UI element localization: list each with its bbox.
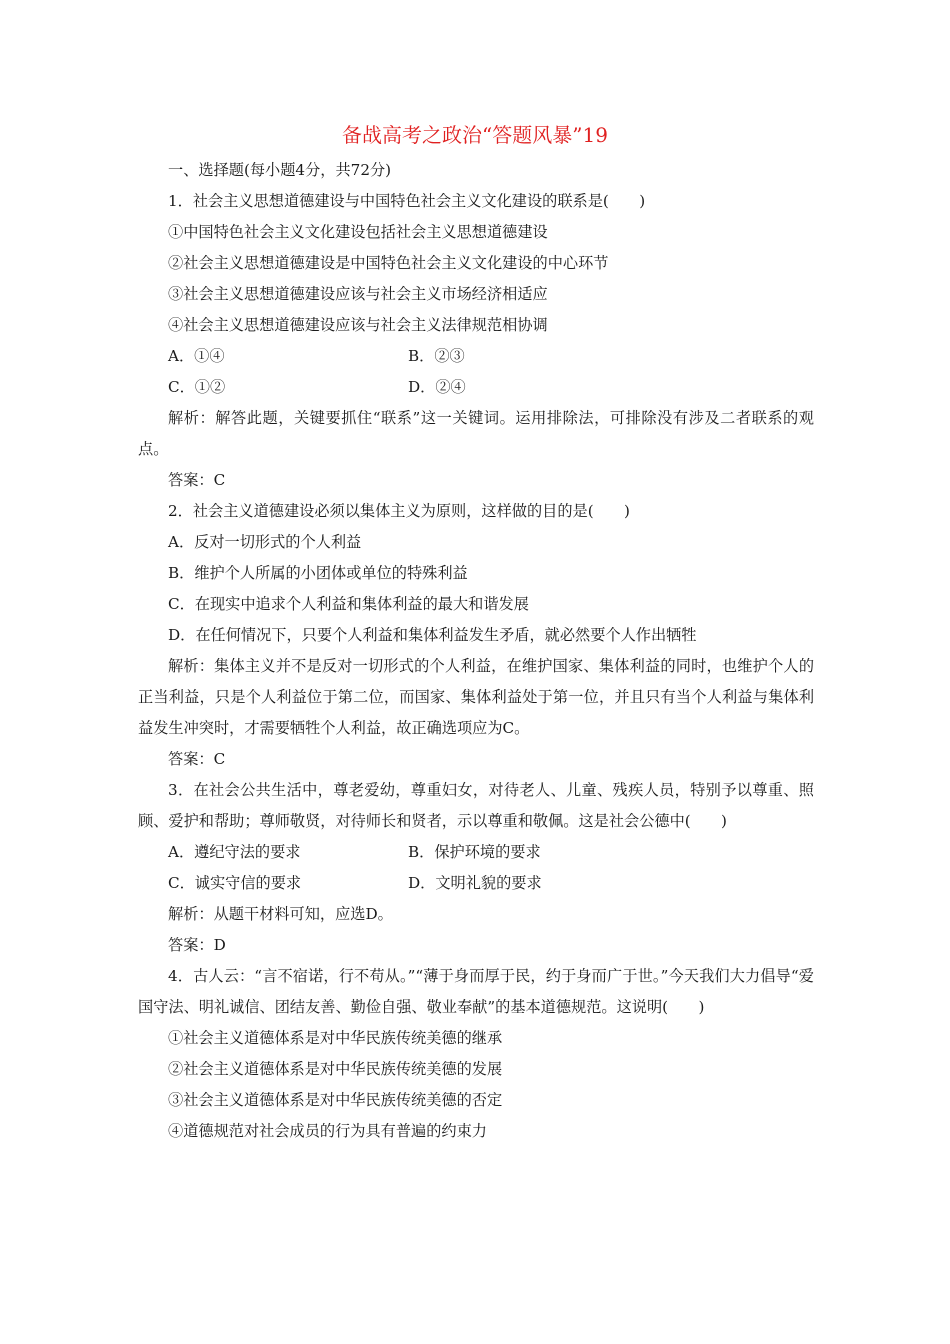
question-3-options-row-2 xyxy=(138,868,814,899)
question-1-options-row-1 xyxy=(138,341,814,372)
question-2-answer: 答案：C xyxy=(168,750,226,768)
question-4-statement-1: ①社会主义道德体系是对中华民族传统美德的继承 xyxy=(168,1029,503,1047)
question-1-analysis: 解析：解答此题，关键要抓住“联系”这一关键词。运用排除法，可排除没有涉及二者联系的观点。 xyxy=(138,409,814,458)
document-body xyxy=(138,155,814,1147)
question-2-stem: 2．社会主义道德建设必须以集体主义为原则，这样做的目的是( ) xyxy=(168,502,630,520)
question-1-option-b: B．②③ xyxy=(408,347,465,365)
document-title: 备战高考之政治“答题风暴”19 xyxy=(342,123,608,147)
question-3-answer: 答案：D xyxy=(168,936,226,954)
question-3-option-b: B．保护环境的要求 xyxy=(408,843,541,861)
question-1-statement-3: ③社会主义思想道德建设应该与社会主义市场经济相适应 xyxy=(168,285,548,303)
question-1-statement-2: ②社会主义思想道德建设是中国特色社会主义文化建设的中心环节 xyxy=(168,254,609,272)
question-2-option-d: D．在任何情况下，只要个人利益和集体利益发生矛盾，就必然要个人作出牺牲 xyxy=(168,626,697,644)
question-3-options-row-1 xyxy=(138,837,814,868)
question-3-option-c: C．诚实守信的要求 xyxy=(168,874,302,892)
question-1-option-a: A．①④ xyxy=(168,347,225,365)
question-1-stem: 1．社会主义思想道德建设与中国特色社会主义文化建设的联系是( ) xyxy=(168,192,646,210)
question-1-answer: 答案：C xyxy=(168,471,226,489)
question-1-options-row-2 xyxy=(138,372,814,403)
question-4-stem: 4．古人云：“言不宿诺，行不苟从。”“薄于身而厚于民，约于身而广于世。”今天我们大力倡导“爱国守法、明礼诚信、团结友善、勤俭自强、敬业奉献”的基本道德规范。这说明( ) xyxy=(138,967,814,1016)
question-2-analysis: 解析：集体主义并不是反对一切形式的个人利益，在维护国家、集体利益的同时，也维护个人的正当利益，只是个人利益位于第二位，而国家、集体利益处于第一位，并且只有当个人利益与集体利益发生冲突时，才需要牺牲个人利益，故正确选项应为C。 xyxy=(138,657,814,737)
question-1-option-c: C．①② xyxy=(168,378,226,396)
question-1-statement-4: ④社会主义思想道德建设应该与社会主义法律规范相协调 xyxy=(168,316,548,334)
question-3-analysis: 解析：从题干材料可知，应选D。 xyxy=(168,905,393,923)
section-heading: 一、选择题(每小题4分，共72分) xyxy=(168,161,392,179)
question-2-option-c: C．在现实中追求个人利益和集体利益的最大和谐发展 xyxy=(168,595,529,613)
question-4-statement-4: ④道德规范对社会成员的行为具有普遍的约束力 xyxy=(168,1122,487,1140)
question-2-option-b: B．维护个人所属的小团体或单位的特殊利益 xyxy=(168,564,468,582)
question-1-option-d: D．②④ xyxy=(408,378,466,396)
question-3-stem: 3．在社会公共生活中，尊老爱幼，尊重妇女，对待老人、儿童、残疾人员，特别予以尊重、照顾、爱护和帮助；尊师敬贤，对待师长和贤者，示以尊重和敬佩。这是社会公德中( ) xyxy=(138,781,814,830)
question-4-statement-3: ③社会主义道德体系是对中华民族传统美德的否定 xyxy=(168,1091,503,1109)
question-3-option-a: A．遵纪守法的要求 xyxy=(168,843,301,861)
question-1-statement-1: ①中国特色社会主义文化建设包括社会主义思想道德建设 xyxy=(168,223,548,241)
question-4-statement-2: ②社会主义道德体系是对中华民族传统美德的发展 xyxy=(168,1060,503,1078)
question-2-option-a: A．反对一切形式的个人利益 xyxy=(168,533,362,551)
question-3-option-d: D．文明礼貌的要求 xyxy=(408,874,542,892)
